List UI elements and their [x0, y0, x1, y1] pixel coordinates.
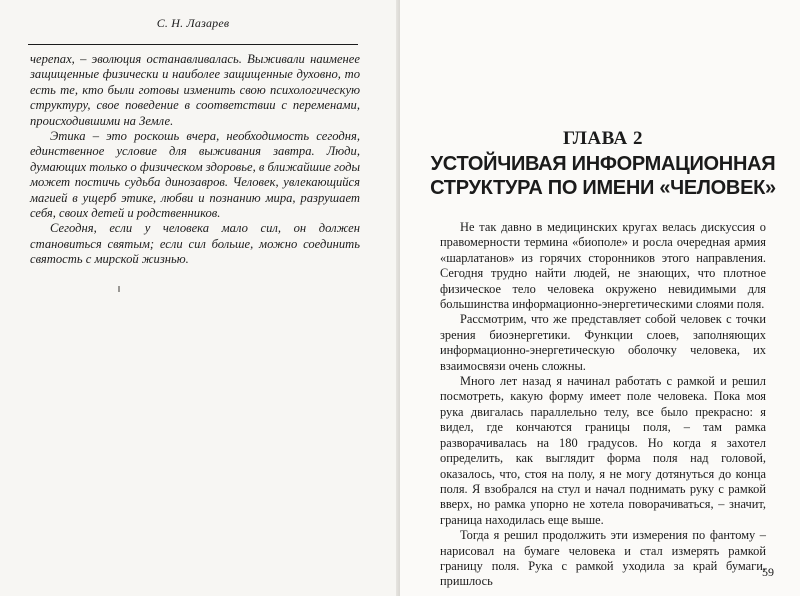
- running-head: С. Н. Лазарев: [156, 16, 230, 30]
- print-mark: [118, 286, 120, 292]
- paragraph: Не так давно в медицинских кругах велась дискуссия о правомерности термина «биополе» и росла очередная армия «шарлатанов» из горячих сторонников этого направления. Сегодня трудно найти людей, не знающих, что плотное физическое тело человека окружено невидимыми для большинства информационно-энергетическими слоями поля.: [440, 220, 766, 312]
- right-page-body: [440, 220, 766, 590]
- left-page-body: [30, 52, 360, 268]
- paragraph: черепах, – эволюция останавливалась. Выживали наименее защищенные физически и наиболее защищенные духовно, то есть те, кто были готовы изменить свою психологическую структуру, свое поведение в соответствии с переменами, происходившими на Земле.: [30, 52, 360, 128]
- paragraph: Тогда я решил продолжить эти измерения по фантому – нарисовал на бумаге человека и стал измерять рамкой границу поля. Рука с рамкой уходила за край бумаги, пришлось: [440, 528, 766, 589]
- chapter-title: УСТОЙЧИВАЯ ИНФОРМАЦИОННАЯ СТРУКТУРА ПО ИМЕНИ «ЧЕЛОВЕК»: [430, 153, 776, 199]
- page-number: 59: [762, 565, 774, 579]
- paragraph: Сегодня, если у человека мало сил, он должен становиться святым; если сил больше, можно соединить святость с мирской жизнью.: [30, 221, 360, 267]
- header-rule: [28, 44, 358, 45]
- paragraph: Этика – это роскошь вчера, необходимость сегодня, единственное условие для выживания завтра. Люди, думающих только о физическом здоровье, в ближайшие годы может постичь судьба динозавров. Человек, увлекающийся магией в ущерб этике, любви и познанию мира, разрушает себя, своих детей и родственников.: [30, 129, 360, 221]
- paragraph: Рассмотрим, что же представляет собой человек с точки зрения биоэнергетики. Функции слоев, заполняющих информационно-энергетическую оболочку человека, их взаимосвязи очень сложны.: [440, 312, 766, 373]
- chapter-number: ГЛАВА 2: [562, 128, 644, 149]
- paragraph: Много лет назад я начинал работать с рамкой и решил посмотреть, какую форму имеет поле человека. Пока моя рука двигалась параллельно телу, все было прекрасно: я видел, где кончаются границы поля, – там рамка разворачивалась на 180 градусов. Но когда я захотел определить, как выглядит форма поля над головой, оказалось, что, стоя на полу, я не могу дотянуться до конца поля. Я взобрался на стул и начал поднимать руку с рамкой вверх, но рамка упорно не хотела поворачиваться, – значит, граница находилась еще выше.: [440, 374, 766, 527]
